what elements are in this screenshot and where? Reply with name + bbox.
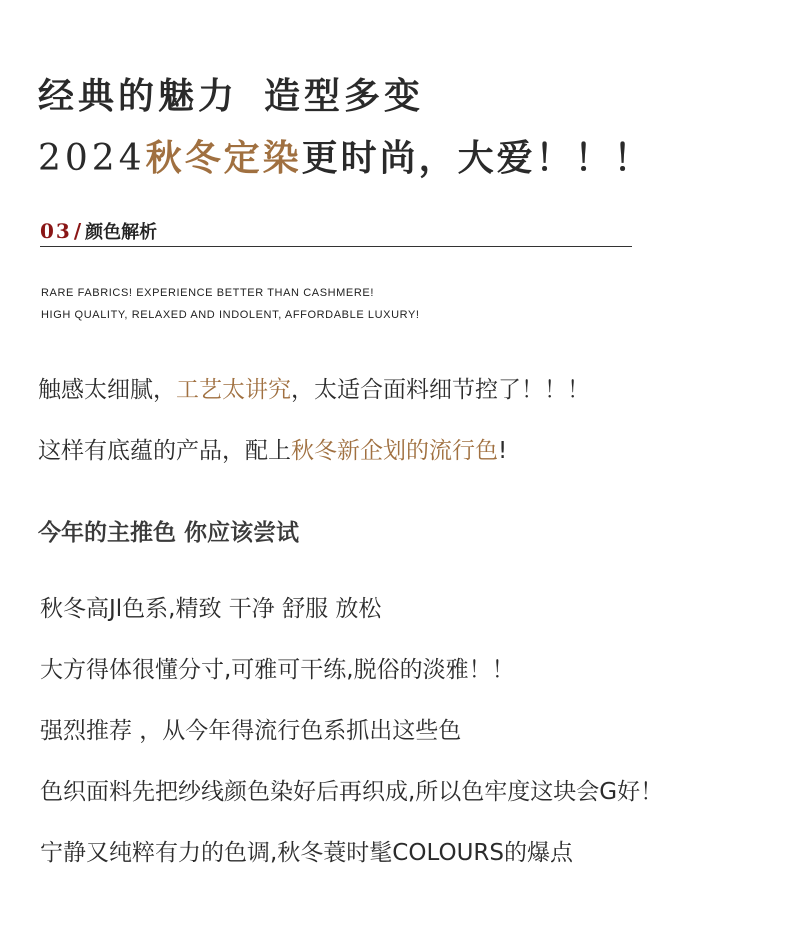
english-tagline-1: RARE FABRICS! EXPERIENCE BETTER THAN CASHMERE!: [41, 287, 375, 299]
headline-accent: 秋冬定染: [145, 138, 302, 179]
list-item: 强烈推荐 ，从今年得流行色系抓出这些色: [40, 718, 462, 744]
english-tagline-2: HIGH QUALITY, RELAXED AND INDOLENT, AFFORDABLE LUXURY!: [41, 309, 420, 321]
paragraph-texture-accent: 工艺太讲究: [176, 377, 291, 403]
paragraph-colors-accent: 秋冬新企划的流行色: [291, 438, 498, 464]
paragraph-texture: [38, 371, 590, 404]
headline-rest: 更时尚，大爱！！！: [301, 138, 653, 179]
headline-style-variety: 造型多变: [264, 76, 425, 117]
headline-line-2: [38, 130, 653, 181]
list-item: 大方得体很懂分寸,可雅可干练,脱俗的淡雅！！: [40, 657, 515, 683]
paragraph-colors-part-2: !: [498, 438, 508, 464]
headline-classic-charm: 经典的魅力: [38, 76, 239, 117]
section-slash: /: [73, 219, 82, 243]
paragraph-colors-part-1: 这样有底蕴的产品，配上: [38, 438, 291, 464]
section-number: 03: [40, 219, 72, 243]
headline-year: 2024: [38, 138, 146, 179]
paragraph-texture-part-2: ，太适合面料细节控了！！！: [291, 377, 590, 403]
paragraph-texture-part-1: 触感太细腻，: [38, 377, 176, 403]
list-item: 宁静又纯粹有力的色调,秋冬蓑时髦COLOURS的爆点: [40, 840, 573, 866]
section-title: 颜色解析: [85, 222, 158, 243]
section-header: [40, 218, 632, 247]
recommended-colors-heading: 今年的主推色 你应该尝试: [38, 520, 300, 546]
list-item: 秋冬高Jl色系,精致 干净 舒服 放松: [40, 596, 382, 622]
headline-line-1: [38, 68, 424, 119]
list-item: 色织面料先把纱线颜色染好后再织成,所以色牢度这块会G好！: [40, 779, 664, 805]
paragraph-colors: [38, 432, 507, 465]
